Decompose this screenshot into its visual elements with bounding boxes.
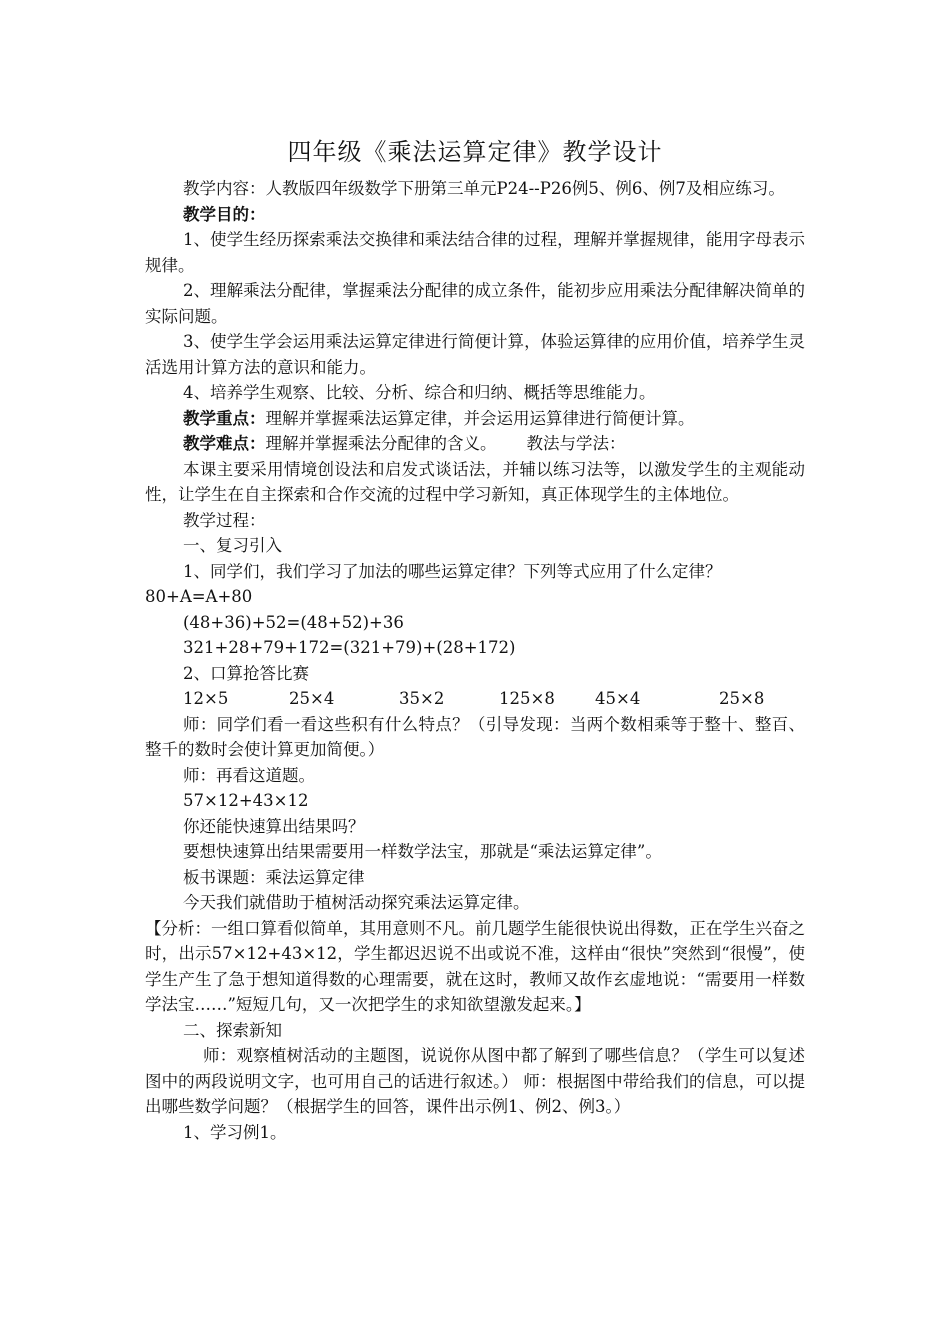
oral-item: 125×8 [499,689,555,708]
oral-calc-row [145,686,805,712]
equation-line: 57×12+43×12 [183,791,309,810]
oral-item: 25×8 [719,689,765,708]
goal-item: 4、培养学生观察、比较、分析、综合和归纳、概括等思维能力。 [183,383,656,402]
oral-item: 25×4 [289,689,335,708]
oral-item: 12×5 [183,689,229,708]
equation-line: 80+A=A+80 [145,587,253,606]
document-title: 四年级《乘法运算定律》教学设计 [287,138,663,166]
teacher-line: 要想快速算出结果需要用一样数学法宝，那就是“乘法运算定律”。 [183,842,662,861]
goals-heading: 教学目的： [183,204,266,224]
equation-line: (48+36)+52=(48+52)+36 [183,612,404,632]
teaching-content: 教学内容：人教版四年级数学下册第三单元P24--P26例5、例6、例7及相应练习。 [183,179,785,198]
difficult-point: 教学难点：理解并掌握乘法分配律的含义。 教法与学法： [183,434,626,453]
equation-line: 321+28+79+172=(321+79)+(28+172) [183,638,516,657]
teacher-line: 师：同学们看一看这些积有什么特点？（引导发现：当两个数相乘等于整十、整百、整千的数时会使计算更加简便。） [145,714,805,759]
method-paragraph: 本课主要采用情境创设法和启发式谈话法，并辅以练习法等，以激发学生的主观能动性，让学生在自主探索和合作交流的过程中学习新知，真正体现学生的主体地位。 [145,459,805,504]
teacher-line: 师：再看这道题。 [183,765,315,785]
document-body [145,176,805,1145]
analysis-paragraph: 【分析：一组口算看似简单，其用意则不凡。前几题学生能很快说出得数，正在学生兴奋之时，出示57×12+43×12，学生都迟迟说不出或说不准，这样由“很快”突然到“很慢”，使学生产生了急于想知道得数的心理需要，就在这时，教师又故作玄虚地说：“需要用一样数学法宝……”短短几句，又一次把学生的求知欲望激发起来。】 [145,918,805,1014]
oral-item: 35×2 [399,689,445,708]
section-heading: 一、复习引入 [183,536,282,555]
teacher-paragraph: 师：观察植树活动的主题图，说说你从图中都了解到了哪些信息？（学生可以复述图中的两段说明文字，也可用自己的话进行叙述。） 师：根据图中带给我们的信息，可以提出哪些数学问题？（根据学生的回答，课件出示例1、例2、例3。） [145,1046,805,1116]
key-point: 教学重点：理解并掌握乘法运算定律，并会运用运算律进行简便计算。 [183,408,695,428]
goal-item: 1、使学生经历探索乘法交换律和乘法结合律的过程，理解并掌握规律，能用字母表示规律。 [145,230,805,275]
question-paragraph: 1、同学们，我们学习了加法的哪些运算定律？下列等式应用了什么定律？ [183,561,722,581]
teacher-line: 板书课题：乘法运算定律 [183,867,365,887]
teacher-line: 你还能快速算出结果吗？ [183,816,365,836]
goal-item: 3、使学生学会运用乘法运算定律进行简便计算，体验运算律的应用价值，培养学生灵活选用计算方法的意识和能力。 [145,332,805,377]
teacher-line: 今天我们就借助于植树活动探究乘法运算定律。 [183,893,530,912]
teacher-line: 1、学习例1。 [183,1122,287,1142]
question-paragraph: 2、口算抢答比赛 [183,663,309,683]
oral-item: 45×4 [595,689,641,708]
process-heading: 教学过程： [183,510,266,530]
goal-item: 2、理解乘法分配律，掌握乘法分配律的成立条件，能初步应用乘法分配律解决简单的实际问题。 [145,281,805,326]
section-heading: 二、探索新知 [183,1020,282,1040]
